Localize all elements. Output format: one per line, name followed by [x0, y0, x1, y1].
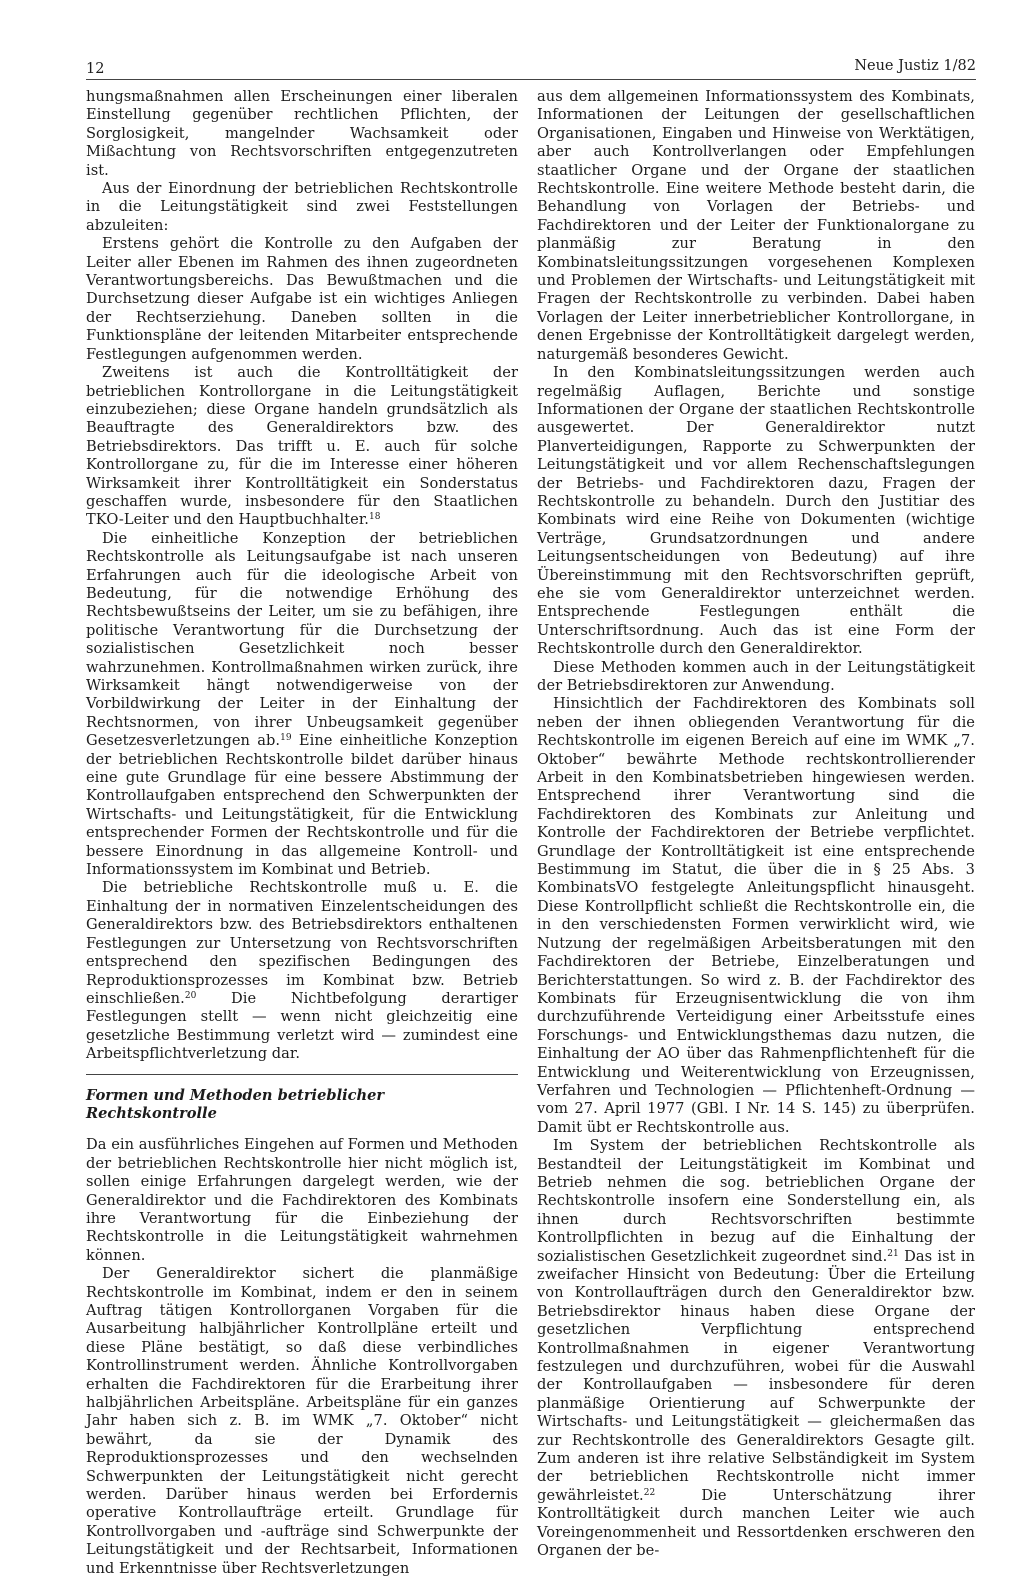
paragraph: Diese Methoden kommen auch in der Leitungstätigkeit der Betriebsdirektoren zur Anwendung.	[537, 658, 975, 694]
paragraph: Erstens gehört die Kontrolle zu den Aufgaben der Leiter aller Ebenen im Rahmen des ihnen zugeordneten Verantwortungsbereichs. Das Bewußtmachen und die Durchsetzung dieser Aufgabe ist ein wichtiges Anliegen der Rechtserziehung. Daneben sollten in die Funktionspläne der leitenden Mitarbeiter entsprechende Festlegungen aufgenommen werden.	[86, 235, 518, 363]
footnote-ref: 18	[368, 512, 381, 523]
paragraph: Da ein ausführliches Eingehen auf Formen und Methoden der betrieblichen Rechtskontrolle hier nicht möglich ist, sollen einige Erfahrungen dargelegt werden, wie der Generaldirektor und die Fachdirektoren des Kombinats ihre Verantwortung für die Einbeziehung der Rechtskontrolle in die Leitungstätigkeit wahrnehmen können.	[86, 1136, 518, 1264]
header-rule	[86, 79, 976, 80]
section-rule	[86, 1074, 518, 1075]
footnote-ref: 22	[643, 1487, 656, 1498]
paragraph: Hinsichtlich der Fachdirektoren des Kombinats soll neben der ihnen obliegenden Verantwortung für die Rechtskontrolle im eigenen Bereich auf eine im WMK „7. Oktober“ bewährte Methode rechtskontrollierender Arbeit in den Kombinatsbetrieben hingewiesen werden. Entsprechend ihrer Verantwortung sind die Fachdirektoren des Kombinats zur Anleitung und Kontrolle der Fachdirektoren der Betriebe verpflichtet. Grundlage der Kontrolltätigkeit ist eine entsprechende Bestimmung im Statut, die über die in § 25 Abs. 3 KombinatsVO festgelegte Anleitungspflicht hinausgeht. Diese Kontrollpflicht schließt die Rechtskontrolle ein, die in den verschiedensten Formen verwirklicht wird, wie Nutzung der regelmäßigen Arbeitsberatungen mit den Fachdirektoren der Betriebe, Einzelberatungen und Berichterstattungen. So wird z. B. der Fachdirektor des Kombinats für Erzeugnisentwicklung die von ihm durchzuführende Verteidigung einer Arbeitsstufe eines Forschungs- und Entwicklungsthemas dazu nutzen, die Einhaltung der AO über das Rahmenpflichtenheft für die Entwicklung und Weiterentwicklung von Erzeugnissen, Verfahren und Technologien — Pflichtenheft-Ordnung — vom 27. April 1977 (GBl. I Nr. 14 S. 145) zu überprüfen. Damit übt er Rechtskontrolle aus.	[537, 695, 975, 1136]
paragraph: Der Generaldirektor sichert die planmäßige Rechtskontrolle im Kombinat, indem er den in seinem Auftrag tätigen Kontrollorganen Vorgaben für die Ausarbeitung halbjährlicher Kontrollpläne erteilt und diese Pläne bestätigt, so daß diese verbindliches Kontrollinstrument werden. Ähnliche Kontrollvorgaben erhalten die Fachdirektoren für die Erarbeitung ihrer halbjährlichen Arbeitspläne. Arbeitspläne für ein ganzes Jahr haben sich z. B. im WMK „7. Oktober“ nicht bewährt, da sie der Dynamik des Reproduktionsprozesses und den wechselnden Schwerpunkten der Leitungstätigkeit nicht gerecht werden. Darüber hinaus werden bei Erfordernis operative Kontrollaufträge erteilt. Grundlage für Kontrollvorgaben und -aufträge sind Schwerpunkte der Leitungstätigkeit und der Rechtsarbeit, Informationen und Erkenntnisse über Rechtsverletzungen	[86, 1265, 518, 1577]
paragraph: aus dem allgemeinen Informationssystem des Kombinats, Informationen der Leitungen der gesellschaftlichen Organisationen, Eingaben und Hinweise von Werktätigen, aber auch Kontrollverlangen oder Empfehlungen staatlicher Organe und der Organe der staatlichen Rechtskontrolle. Eine weitere Methode besteht darin, die Behandlung von Vorlagen der Betriebs- und Fachdirektoren und der Leiter der Funktionalorgane zu planmäßig zur Beratung in den Kombinatsleitungssitzungen vorgesehenen Komplexen und Problemen der Wirtschafts- und Leitungstätigkeit mit Fragen der Rechtskontrolle zu verbinden. Dabei haben Vorlagen der Leiter innerbetrieblicher Kontrollorgane, in denen Ergebnisse der Kontrolltätigkeit dargelegt werden, naturgemäß besonderes Gewicht.	[537, 88, 975, 363]
paragraph: hungsmaßnahmen allen Erscheinungen einer liberalen Einstellung gegenüber rechtlichen Pflichten, der Sorglosigkeit, mangelnder Wachsamkeit oder Mißachtung von Rechtsvorschriften entgegenzutreten ist.	[86, 88, 518, 179]
page-number: 12	[86, 61, 105, 77]
left-column	[86, 88, 518, 1578]
right-column	[537, 88, 975, 1561]
footnote-ref: 19	[280, 733, 292, 744]
paragraph: Aus der Einordnung der betrieblichen Rechtskontrolle in die Leitungstätigkeit sind zwei Feststellungen abzuleiten:	[86, 180, 518, 234]
paragraph: Im System der betrieblichen Rechtskontrolle als Bestandteil der Leitungstätigkeit im Kombinat und Betrieb nehmen die sog. betrieblichen Organe der Rechtskontrolle insofern eine Sonderstellung ein, als ihnen durch Rechtsvorschriften bestimmte Kontrollpflichten in bezug auf die Einhaltung der sozialistischen Gesetzlichkeit zugeordnet sind.$^{21}$ Das ist in zweifacher Hinsicht von Bedeutung: Über die Erteilung von Kontrollaufträgen durch den Generaldirektor bzw. Betriebsdirektor hinaus haben diese Organe der gesetzlichen Verpflichtung entsprechend Kontrollmaßnahmen in eigener Verantwortung festzulegen und durchzuführen, wobei für die Auswahl der Kontrollaufgaben — insbesondere für deren planmäßige Orientierung auf Schwerpunkte der Wirtschafts- und Leitungstätigkeit — gleichermaßen das zur Rechtskontrolle des Generaldirektors Gesagte gilt. Zum anderen ist ihre relative Selbständigkeit im System der betrieblichen Rechtskontrolle nicht immer gewährleistet.$^{22}$ Die Unterschätzung ihrer Kontrolltätigkeit durch manchen Leiter wie auch Voreingenommenheit und Ressortdenken erschweren den Organen der be-	[537, 1137, 975, 1560]
page-header	[86, 56, 976, 78]
journal-issue: Neue Justiz 1/82	[854, 58, 976, 74]
section-heading: Formen und Methoden betrieblicher Rechtskontrolle	[86, 1086, 385, 1122]
paragraph: In den Kombinatsleitungssitzungen werden auch regelmäßig Auflagen, Berichte und sonstige Informationen der Organe der staatlichen Rechtskontrolle ausgewertet. Der Generaldirektor nutzt Planverteidigungen, Rapporte zu Schwerpunkten der Leitungstätigkeit und vor allem Rechenschaftslegungen der Betriebs- und Fachdirektoren dazu, Fragen der Rechtskontrolle zu behandeln. Durch den Justitiar des Kombinats wird eine Reihe von Dokumenten (wichtige Verträge, Grundsatzordnungen und andere Leitungsentscheidungen von Bedeutung) auf ihre Übereinstimmung mit den Rechtsvorschriften geprüft, ehe sie vom Generaldirektor unterzeichnet werden. Entsprechende Festlegungen enthält die Unterschriftsordnung. Auch das ist eine Form der Rechtskontrolle durch den Generaldirektor.	[537, 364, 975, 658]
footnote-ref: 21	[887, 1248, 899, 1259]
paragraph: Die betriebliche Rechtskontrolle muß u. E. die Einhaltung der in normativen Einzelentscheidungen des Generaldirektors bzw. des Betriebsdirektors enthaltenen Festlegungen zur Untersetzung von Rechtsvorschriften entsprechend den spezifischen Bedingungen des Reproduktionsprozesses im Kombinat bzw. Betrieb einschließen.$^{20}$ Die Nichtbefolgung derartiger Festlegungen stellt — wenn nicht gleichzeitig eine gesetzliche Bestimmung verletzt wird — zumindest eine Arbeitspflichtverletzung dar.	[86, 879, 518, 1063]
footnote-ref: 20	[184, 990, 197, 1001]
paragraph: Die einheitliche Konzeption der betrieblichen Rechtskontrolle als Leitungsaufgabe ist nach unseren Erfahrungen auch für die ideologische Arbeit von Bedeutung, für die notwendige Erhöhung des Rechtsbewußtseins der Leiter, um sie zu befähigen, ihre politische Verantwortung für die Durchsetzung der sozialistischen Gesetzlichkeit noch besser wahrzunehmen. Kontrollmaßnahmen wirken zurück, ihre Wirksamkeit hängt notwendigerweise von der Vorbildwirkung der Leiter in der Einhaltung der Rechtsnormen, von ihrer Unbeugsamkeit gegenüber Gesetzesverletzungen ab.$^{19}$ Eine einheitliche Konzeption der betrieblichen Rechtskontrolle bildet darüber hinaus eine gute Grundlage für eine bessere Abstimmung der Kontrollaufgaben entsprechend den Schwerpunkten der Wirtschafts- und Leitungstätigkeit, für die Entwicklung entsprechender Formen der Rechtskontrolle und für die bessere Einordnung in das allgemeine Kontroll- und Informationssystem im Kombinat und Betrieb.	[86, 529, 518, 879]
paragraph: Zweitens ist auch die Kontrolltätigkeit der betrieblichen Kontrollorgane in die Leitungstätigkeit einzubeziehen; diese Organe handeln grundsätzlich als Beauftragte des Generaldirektors bzw. des Betriebsdirektors. Das trifft u. E. auch für solche Kontrollorgane zu, für die im Interesse einer höheren Wirksamkeit ihrer Kontrolltätigkeit ein Sonderstatus geschaffen wurde, insbesondere für den Staatlichen TKO-Leiter und den Hauptbuchhalter.$^{18}$	[86, 364, 518, 529]
